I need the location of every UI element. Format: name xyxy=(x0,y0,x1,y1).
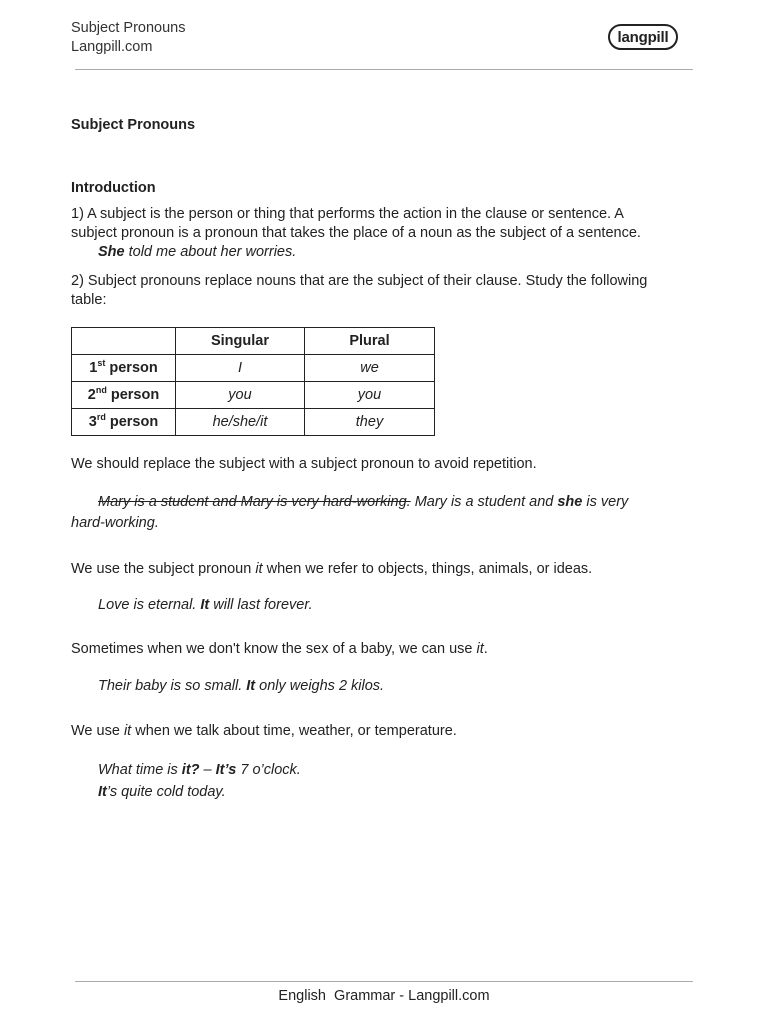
cell-singular: he/she/it xyxy=(176,409,305,436)
document-title: Subject Pronouns xyxy=(71,117,196,133)
table-row xyxy=(72,382,435,409)
table-header-cell xyxy=(72,328,176,355)
table-header-singular: Singular xyxy=(176,328,305,355)
example-she-pronoun: She xyxy=(98,244,125,260)
paragraph-1-line-1: 1) A subject is the person or thing that performs the action in the clause or sentence. A xyxy=(71,206,624,222)
intro-heading: Introduction xyxy=(71,180,156,196)
example-repetition: Mary is a student and Mary is very hard-working. Mary is a student and she is very hard-working. xyxy=(71,492,691,534)
cell-singular: you xyxy=(176,382,305,409)
footer-divider xyxy=(75,981,693,982)
header-site: Langpill.com xyxy=(71,39,153,55)
langpill-logo: langpill xyxy=(608,24,678,50)
example-she-rest: told me about her worries. xyxy=(124,244,297,260)
table-header-plural: Plural xyxy=(305,328,435,355)
paragraph-1 xyxy=(71,205,691,262)
example-repetition-line-2: hard-working. xyxy=(71,515,159,531)
cell-singular: I xyxy=(176,355,305,382)
paragraph-1-line-2: subject pronoun is a pronoun that takes the place of a noun as the subject of a sentence. xyxy=(71,225,641,241)
row-label-first-person: 1st person xyxy=(72,355,176,382)
pronoun-table xyxy=(71,327,435,436)
example-love: Love is eternal. It will last forever. xyxy=(98,597,313,613)
example-time: What time is it? – It’s 7 o’clock. xyxy=(98,762,301,778)
example-baby: Their baby is so small. It only weighs 2 kilos. xyxy=(98,678,385,694)
example-time-weather xyxy=(71,759,718,803)
table-row xyxy=(72,355,435,382)
table-header-row xyxy=(72,328,435,355)
paragraph-4: We use the subject pronoun it when we refer to objects, things, animals, or ideas. xyxy=(71,561,593,577)
paragraph-2 xyxy=(71,272,691,310)
paragraph-3: We should replace the subject with a subject pronoun to avoid repetition. xyxy=(71,456,537,472)
header-divider xyxy=(75,69,693,70)
paragraph-2-line-1: 2) Subject pronouns replace nouns that are the subject of their clause. Study the following xyxy=(71,273,648,289)
table-row xyxy=(72,409,435,436)
row-label-third-person: 3rd person xyxy=(72,409,176,436)
paragraph-6: We use it when we talk about time, weather, or temperature. xyxy=(71,723,457,739)
cell-plural: they xyxy=(305,409,435,436)
cell-plural: you xyxy=(305,382,435,409)
header-title: Subject Pronouns xyxy=(71,20,186,36)
example-weather: It’s quite cold today. xyxy=(98,784,226,800)
struck-sentence: Mary is a student and Mary is very hard-working. xyxy=(98,494,411,510)
paragraph-2-line-2: table: xyxy=(71,292,107,308)
footer-text: English Grammar - Langpill.com xyxy=(278,988,490,1004)
example-she-pronoun-2: she xyxy=(557,494,583,510)
cell-plural: we xyxy=(305,355,435,382)
row-label-second-person: 2nd person xyxy=(72,382,176,409)
example-she xyxy=(71,243,691,262)
paragraph-5: Sometimes when we don't know the sex of a baby, we can use it. xyxy=(71,641,488,657)
